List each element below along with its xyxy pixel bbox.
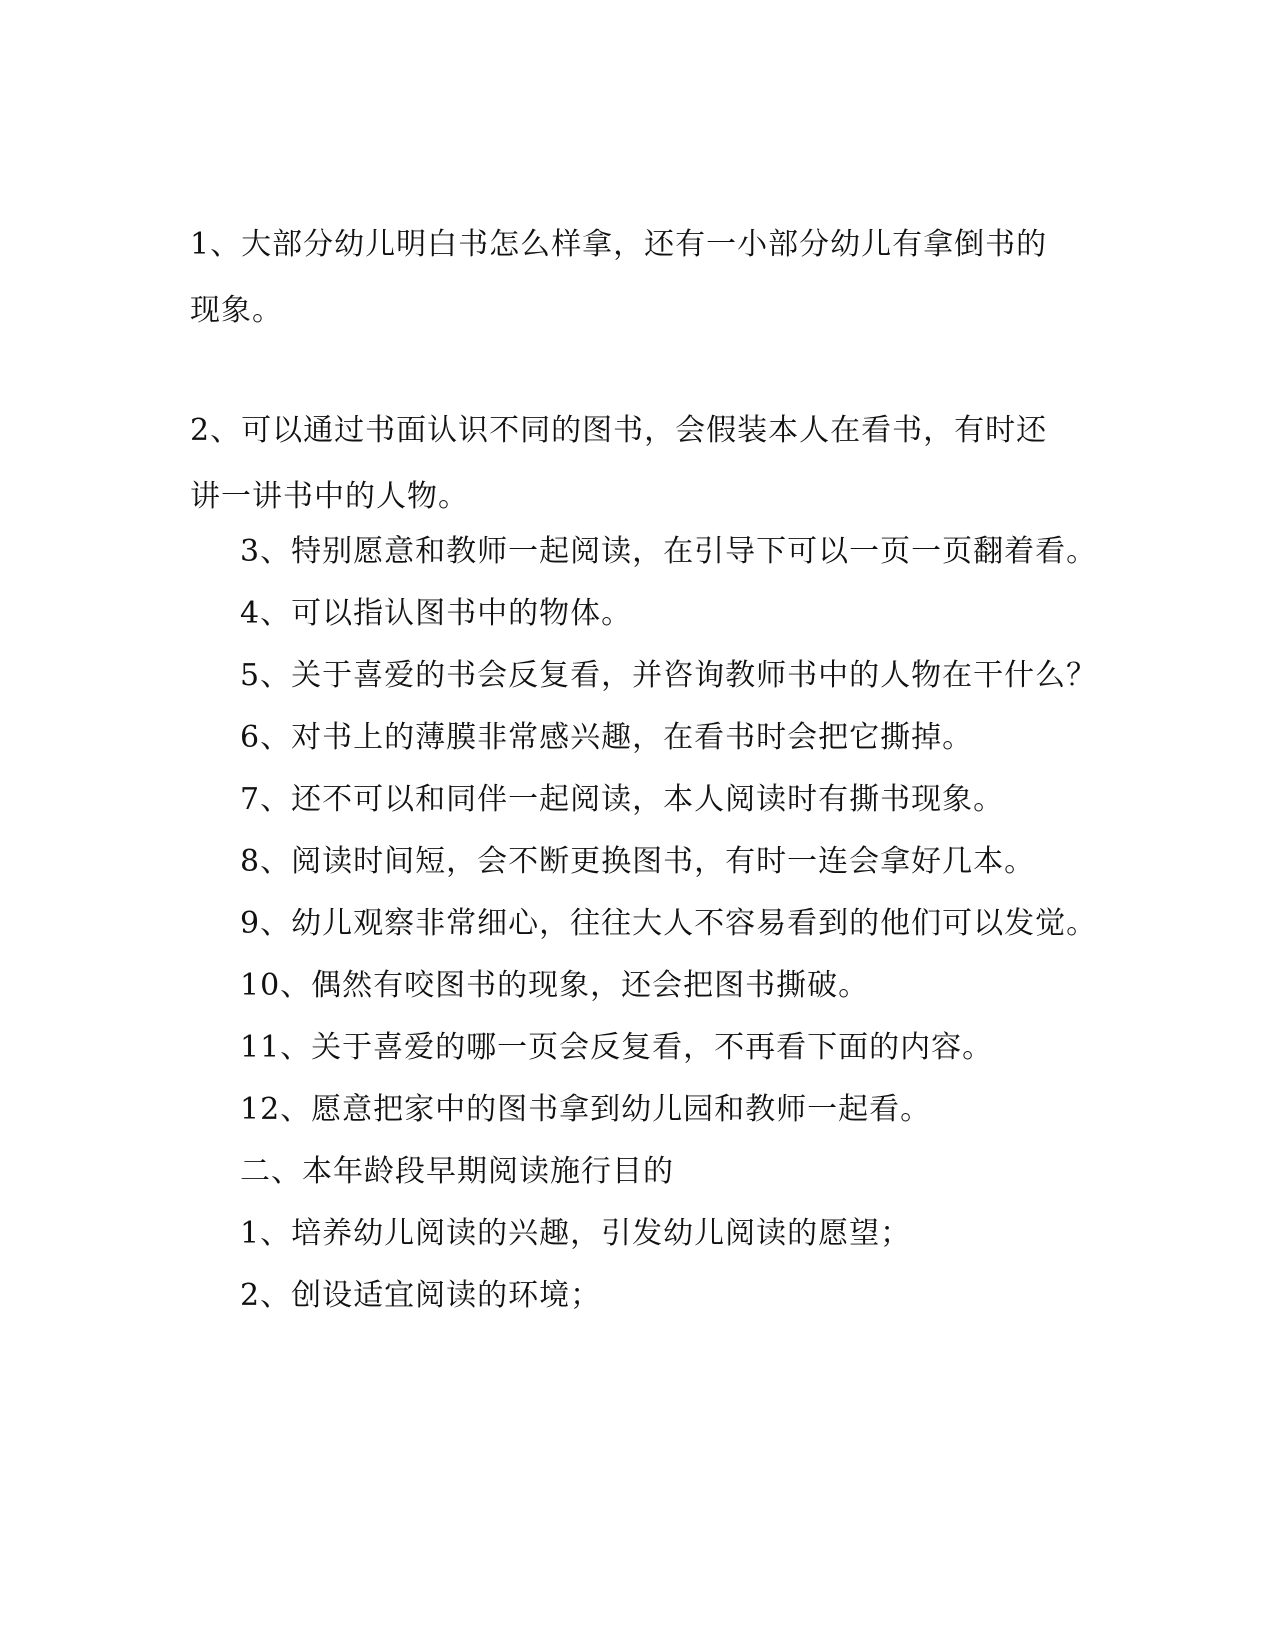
list-item-5: 5、关于喜爱的书会反复看，并咨询教师书中的人物在干什么？ <box>240 658 1098 693</box>
list-item-4: 4、可以指认图书中的物体。 <box>240 596 633 631</box>
list-item-6: 6、对书上的薄膜非常感兴趣，在看书时会把它撕掉。 <box>240 720 974 755</box>
list-item-3: 3、特别愿意和教师一起阅读，在引导下可以一页一页翻着看。 <box>240 534 1098 569</box>
paragraph-2: 2、可以通过书面认识不同的图书，会假装本人在看书，有时还讲一讲书中的人物。 <box>190 413 1048 514</box>
list-item-10: 10、偶然有咬图书的现象，还会把图书撕破。 <box>240 968 870 1003</box>
list-item-8: 8、阅读时间短，会不断更换图书，有时一连会拿好几本。 <box>240 844 1036 879</box>
paragraph-1: 1、大部分幼儿明白书怎么样拿，还有一小部分幼儿有拿倒书的现象。 <box>190 227 1048 328</box>
list-item-12: 12、愿意把家中的图书拿到幼儿园和教师一起看。 <box>240 1092 932 1127</box>
list-item-7: 7、还不可以和同伴一起阅读，本人阅读时有撕书现象。 <box>240 782 1005 817</box>
list-item-11: 11、关于喜爱的哪一页会反复看，不再看下面的内容。 <box>240 1030 994 1065</box>
list-item-9: 9、幼儿观察非常细心，往往大人不容易看到的他们可以发觉。 <box>240 906 1098 941</box>
goal-item-1: 1、培养幼儿阅读的兴趣，引发幼儿阅读的愿望； <box>240 1216 912 1251</box>
section-heading: 二、本年龄段早期阅读施行目的 <box>240 1154 674 1189</box>
goal-item-2: 2、创设适宜阅读的环境； <box>240 1278 602 1313</box>
